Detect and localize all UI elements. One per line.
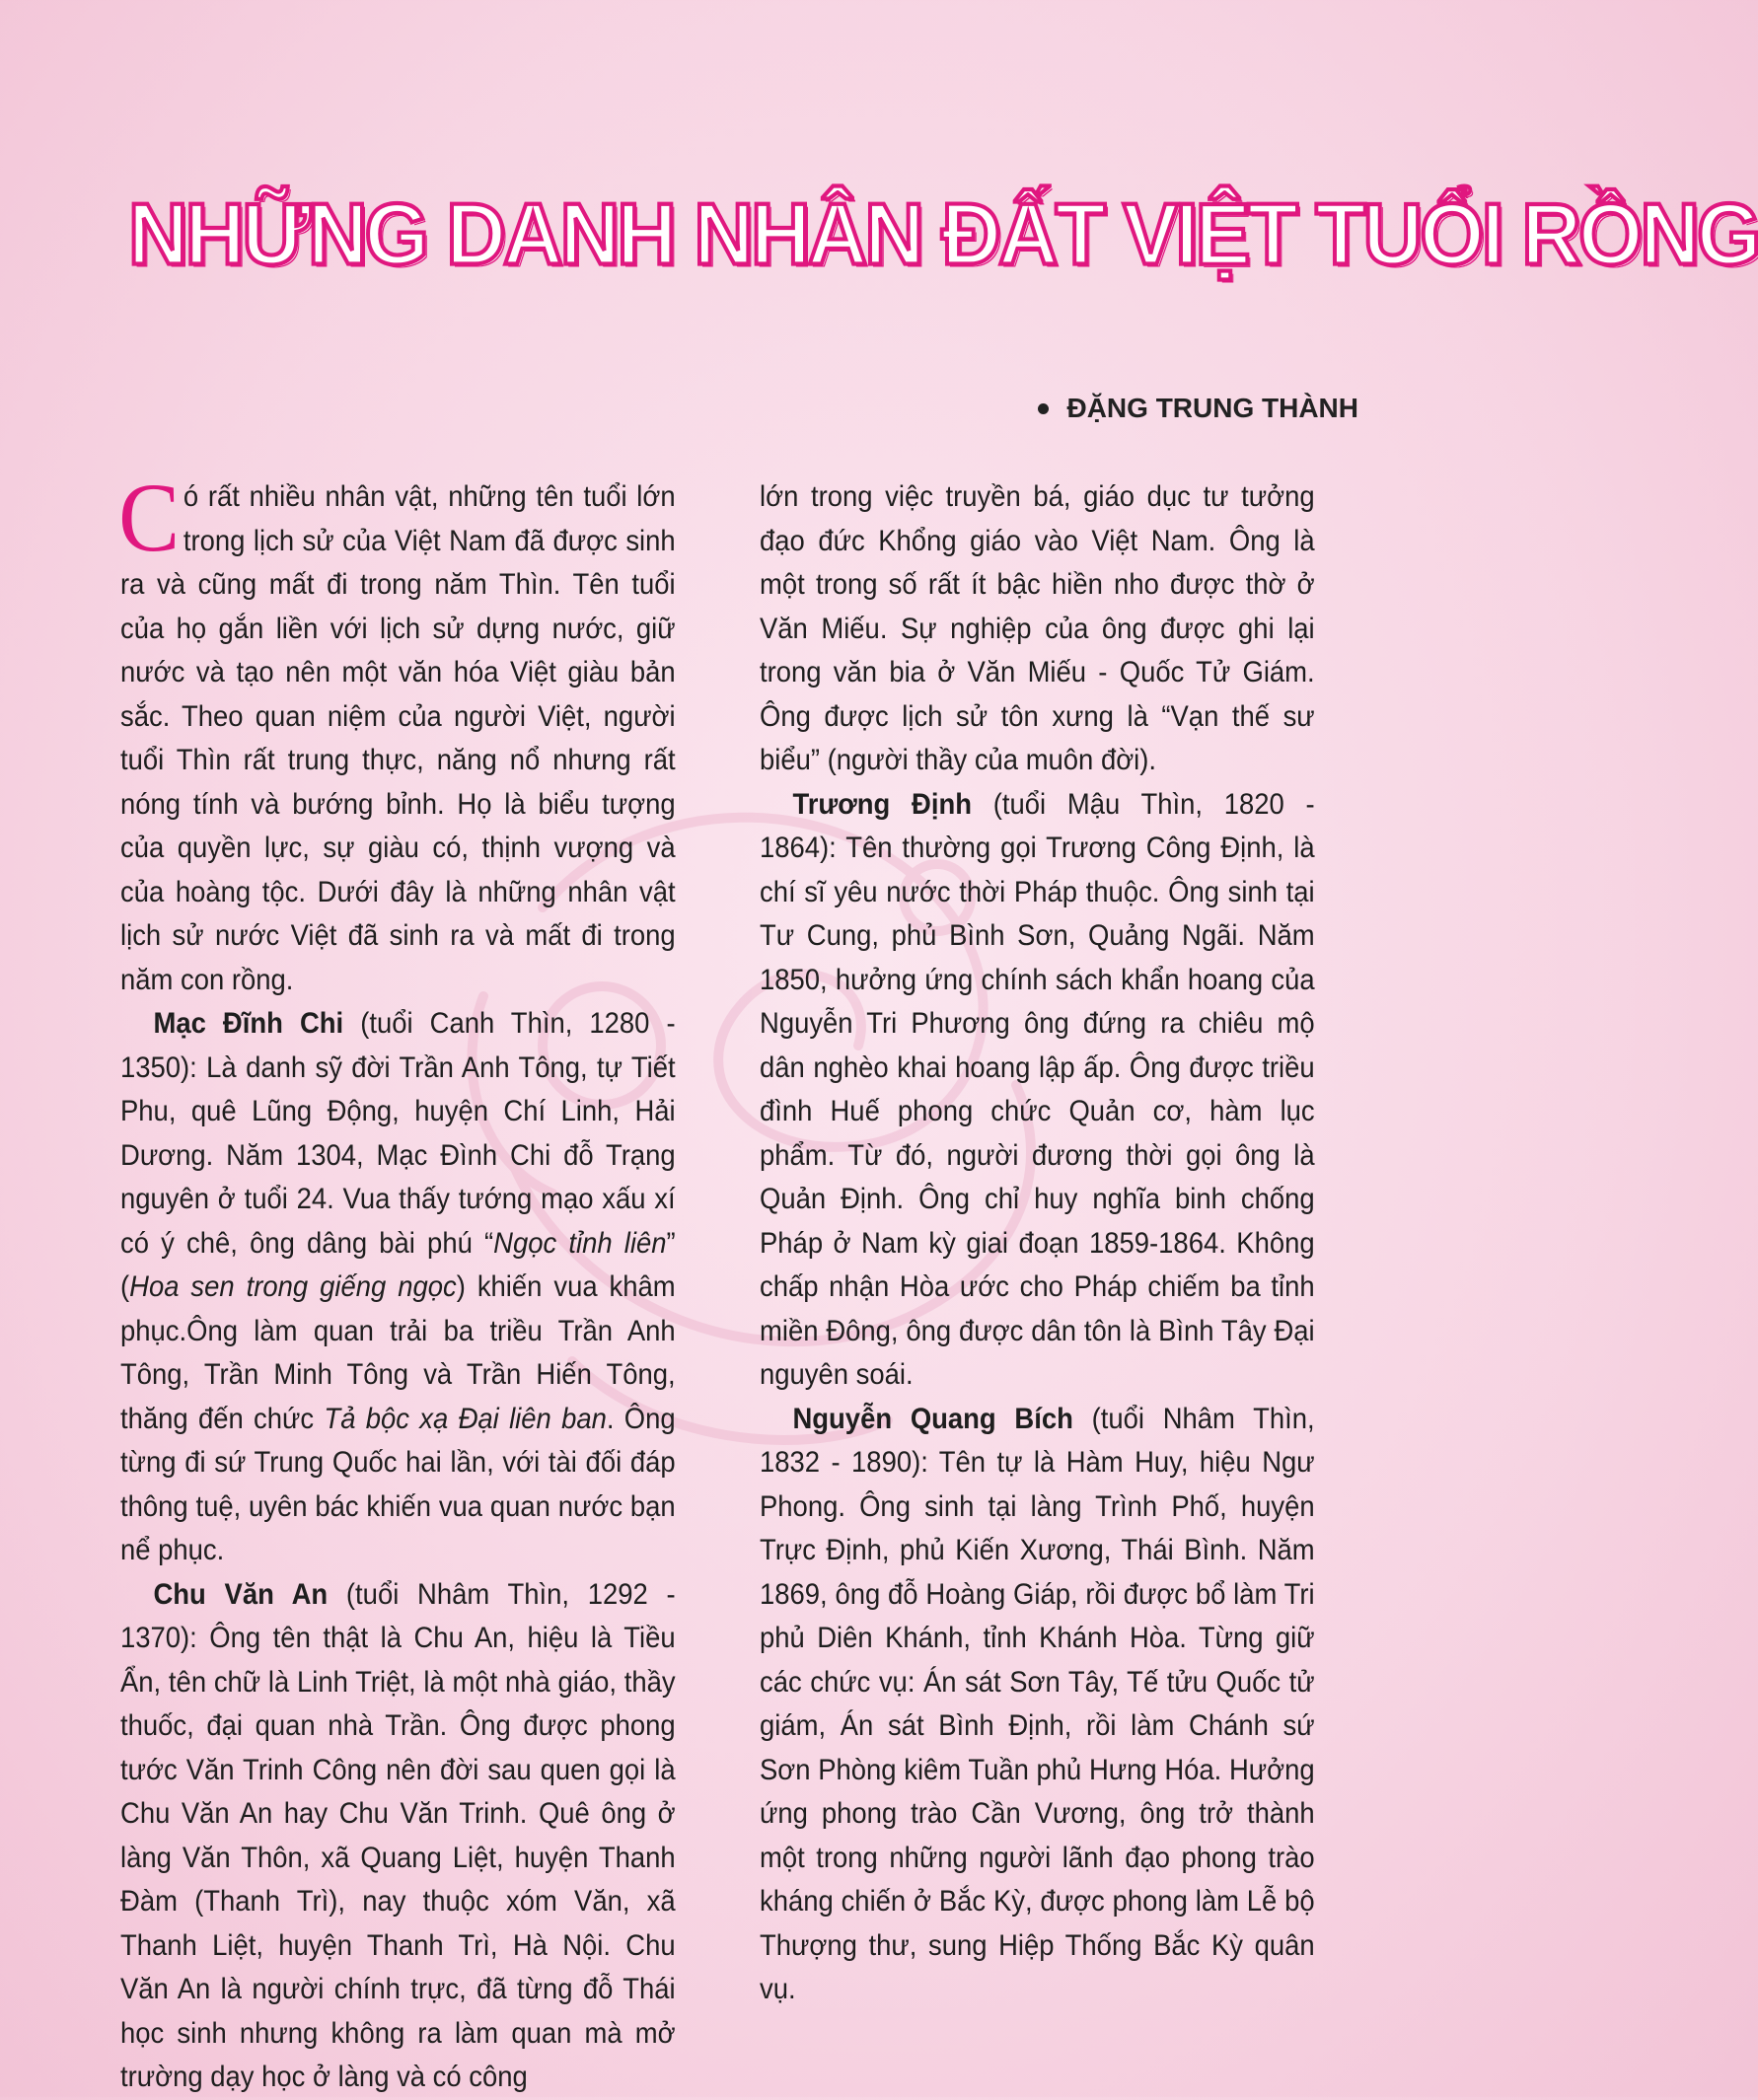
person-name: Chu Văn An <box>153 1577 329 1611</box>
person-name: Nguyễn Quang Bích <box>792 1402 1073 1435</box>
paragraph-chu-van-an <box>120 1573 676 2100</box>
paragraph-mac-dinh-chi <box>120 1002 676 1573</box>
paragraph-text: ) khiến vua khâm phục.Ông làm quan trải ba triều Trần Anh Tông, Trần Minh Tông và Trần Hiến Tông, thăng đến chức <box>120 1270 676 1435</box>
paragraph-truong-dinh <box>760 783 1315 1398</box>
author-byline <box>1038 393 1358 424</box>
intro-text: ó rất nhiều nhân vật, những tên tuổi lớn trong lịch sử của Việt Nam đã được sinh ra và cũng mất đi trong năm Thìn. Tên tuổi của họ gắn liền với lịch sử dựng nước, giữ nước và tạo nên một văn hóa Việt giàu bản sắc. Theo quan niệm của người Việt, người tuổi Thìn rất trung thực, năng nổ nhưng rất nóng tính và bướng bỉnh. Họ là biểu tượng của quyền lực, sự giàu có, thịnh vượng và của hoàng tộc. Dưới đây là những nhân vật lịch sử nước Việt đã sinh ra và mất đi trong năm con rồng. <box>120 480 676 996</box>
italic-title: Ngọc tỉnh liên <box>493 1226 667 1260</box>
author-name: ĐẶNG TRUNG THÀNH <box>1066 393 1358 423</box>
paragraph-text: . Ông từng đi sứ Trung Quốc hai lần, với tài đối đáp thông tuệ, uyên bác khiến vua quan nước bạn nể phục. <box>120 1402 676 1566</box>
paragraph-text: ” ( <box>120 1226 676 1303</box>
column-left <box>118 463 676 2100</box>
italic-title: Hoa sen trong giếng ngọc <box>129 1270 457 1303</box>
paragraph-chu-van-an-continued: lớn trong việc truyền bá, giáo dục tư tưởng đạo đức Khổng giáo vào Việt Nam. Ông là một trong số rất ít bậc hiền nho được thờ ở Văn Miếu. Sự nghiệp của ông được ghi lại trong văn bia ở Văn Miếu - Quốc Tử Giám. Ông được lịch sử tôn xưng là “Vạn thế sư biểu” (người thầy của muôn đời). <box>760 480 1315 776</box>
drop-cap: C <box>118 463 181 572</box>
column-right <box>760 475 1315 2012</box>
paragraph-nguyen-quang-bich <box>760 1398 1315 2012</box>
intro-paragraph <box>118 463 676 1002</box>
paragraph-text: (tuổi Mậu Thìn, 1820 - 1864): Tên thường gọi Trương Công Định, là chí sĩ yêu nước thời Pháp thuộc. Ông sinh tại Tư Cung, phủ Bình Sơn, Quảng Ngãi. Năm 1850, hưởng ứng chính sách khẩn hoang của Nguyễn Tri Phương ông đứng ra chiêu mộ dân nghèo khai hoang lập ấp. Ông được triều đình Huế phong chức Quản cơ, hàm lục phẩm. Từ đó, người đương thời gọi ông là Quản Định. Ông chỉ huy nghĩa binh chống Pháp ở Nam kỳ giai đoạn 1859-1864. Không chấp nhận Hòa ước cho Pháp chiếm ba tỉnh miền Đông, ông được dân tôn là Bình Tây Đại nguyên soái. <box>760 787 1315 1391</box>
bullet-icon <box>1038 403 1049 414</box>
page-title: NHỮNG DANH NHÂN ĐẤT VIỆT TUỔI RỒNG <box>128 184 1758 283</box>
paragraph-text: (tuổi Nhâm Thìn, 1832 - 1890): Tên tự là Hàm Huy, hiệu Ngư Phong. Ông sinh tại làng Trình Phố, huyện Trực Định, phủ Kiến Xương, Thái Bình. Năm 1869, ông đỗ Hoàng Giáp, rồi được bổ làm Tri phủ Diên Khánh, tỉnh Khánh Hòa. Từng giữ các chức vụ: Án sát Sơn Tây, Tế tửu Quốc tử giám, Án sát Bình Định, rồi làm Chánh sứ Sơn Phòng kiêm Tuần phủ Hưng Hóa. Hưởng ứng phong trào Cần Vương, ông trở thành một trong những người lãnh đạo phong trào kháng chiến ở Bắc Kỳ, được phong làm Lễ bộ Thượng thư, sung Hiệp Thống Bắc Kỳ quân vụ. <box>760 1402 1315 2005</box>
paragraph-text: (tuổi Canh Thìn, 1280 - 1350): Là danh sỹ đời Trần Anh Tông, tự Tiết Phu, quê Lũng Động, huyện Chí Linh, Hải Dương. Năm 1304, Mạc Đình Chi đỗ Trạng nguyên ở tuổi 24. Vua thấy tướng mạo xấu xí có ý chê, ông dâng bài phú “ <box>120 1007 676 1260</box>
paragraph-text: (tuổi Nhâm Thìn, 1292 - 1370): Ông tên thật là Chu An, hiệu là Tiều Ẩn, tên chữ là Linh Triệt, là một nhà giáo, thầy thuốc, đại quan nhà Trần. Ông được phong tước Văn Trinh Công nên đời sau quen gọi là Chu Văn An hay Chu Văn Trinh. Quê ông ở làng Văn Thôn, xã Quang Liệt, huyện Thanh Đàm (Thanh Trì), nay thuộc xóm Văn, xã Thanh Liệt, huyện Thanh Trì, Hà Nội. Chu Văn An là người chính trực, đã từng đỗ Thái học sinh nhưng không ra làm quan mà mở trường dạy học ở làng và có công <box>120 1577 676 2093</box>
person-name: Trương Định <box>792 787 972 821</box>
italic-title: Tả bộc xạ Đại liên ban <box>324 1402 607 1435</box>
person-name: Mạc Đĩnh Chi <box>153 1007 344 1040</box>
